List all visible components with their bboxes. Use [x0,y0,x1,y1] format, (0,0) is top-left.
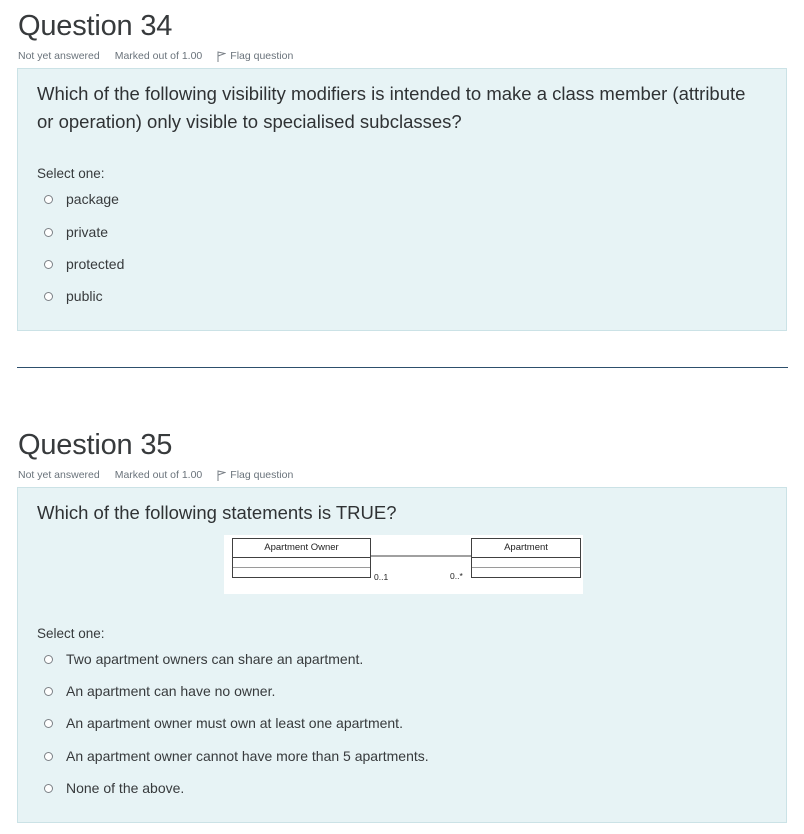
select-one-label: Select one: [37,626,105,641]
answer-label: package [66,191,119,207]
uml-class-diagram [224,535,583,594]
answer-label: Two apartment owners can share an apartment. [66,651,364,667]
question-34-title: Question 34 [18,10,173,42]
answer-option-5[interactable] [44,780,184,796]
flag-question-button[interactable] [217,50,308,62]
question-status: Not yet answered [18,50,100,62]
question-35-body [17,487,787,823]
answer-option-protected[interactable] [44,256,124,272]
radio-button[interactable] [44,687,53,696]
radio-button[interactable] [44,195,53,204]
radio-button[interactable] [44,655,53,664]
answer-label: An apartment owner must own at least one apartment. [66,715,403,731]
question-divider [17,367,788,368]
answer-option-3[interactable] [44,715,403,731]
question-34-info [18,50,308,62]
answer-label: None of the above. [66,780,185,796]
question-35-title: Question 35 [18,429,173,461]
flag-question-button[interactable] [217,469,308,481]
multiplicity-owner: 0..1 [374,572,389,582]
uml-association-line [224,535,583,594]
flag-icon [217,51,226,62]
answer-option-4[interactable] [44,748,429,764]
radio-button[interactable] [44,228,53,237]
answer-option-2[interactable] [44,683,275,699]
uml-class-name: Apartment [472,539,580,558]
question-34-body [17,68,787,331]
answer-option-private[interactable] [44,224,108,240]
answer-option-1[interactable] [44,651,363,667]
answer-label: private [66,224,109,240]
radio-button[interactable] [44,719,53,728]
select-one-label: Select one: [37,166,105,181]
radio-button[interactable] [44,292,53,301]
question-marks: Marked out of 1.00 [114,50,203,62]
answer-label: An apartment owner cannot have more than 5 apartments. [66,748,429,764]
question-34-text: Which of the following visibility modifiers is intended to make a class member (attribute or operation) only visible to specialised subclasses? [37,83,746,132]
radio-button[interactable] [44,784,53,793]
question-status: Not yet answered [18,469,100,481]
radio-button[interactable] [44,752,53,761]
flag-icon [217,470,226,481]
radio-button[interactable] [44,260,53,269]
answer-label: An apartment can have no owner. [66,683,276,699]
flag-question-label: Flag question [230,469,294,481]
uml-class-name: Apartment Owner [233,539,370,558]
flag-question-label: Flag question [230,50,294,62]
answer-option-public[interactable] [44,288,103,304]
answer-option-package[interactable] [44,191,119,207]
question-35-info [18,469,308,481]
question-35-text: Which of the following statements is TRUE? [37,502,397,523]
answer-label: public [66,288,103,304]
answer-label: protected [66,256,125,272]
question-marks: Marked out of 1.00 [114,469,203,481]
multiplicity-apartment: 0..* [450,571,463,581]
